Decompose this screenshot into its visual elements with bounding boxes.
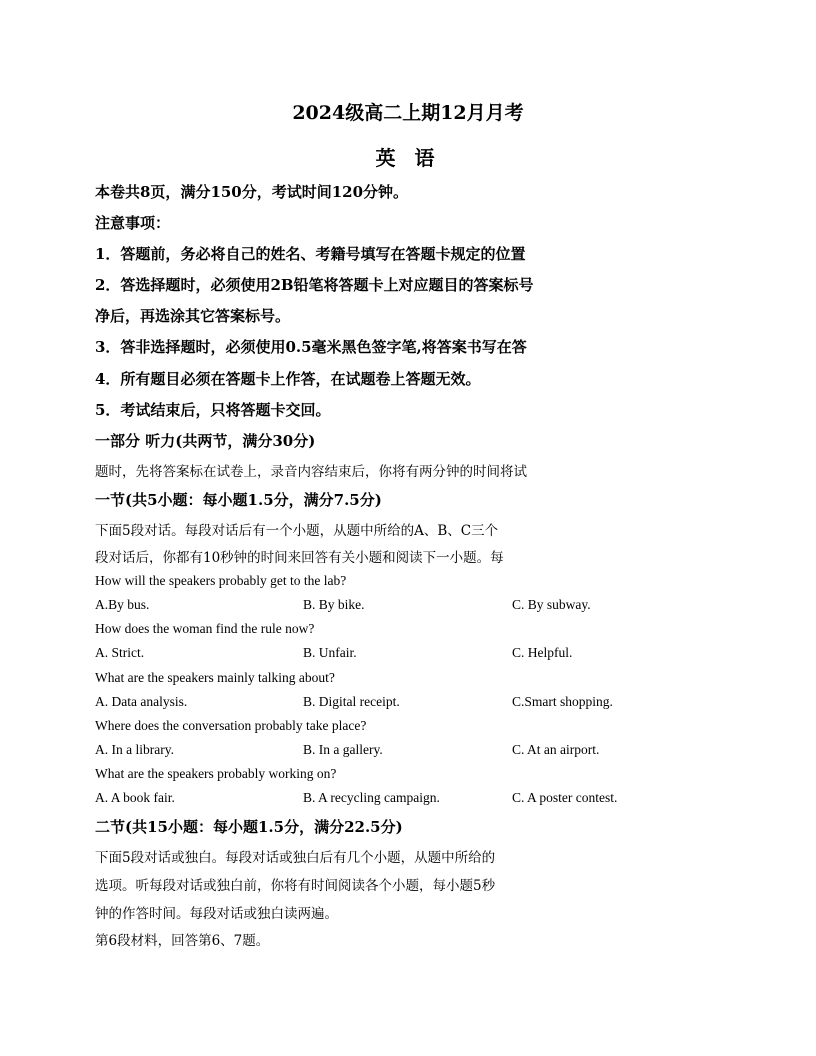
section2-instruction: 选项。听每段对话或独白前，你将有时间阅读各个小题，每小题5秒 — [95, 878, 496, 894]
question-text: What are the speakers probably working on? — [95, 766, 337, 781]
option-c: C.Smart shopping. — [512, 694, 613, 709]
option-b: B. A recycling campaign. — [303, 790, 440, 805]
section2-instruction: 钟的作答时间。每段对话或独白读两遍。 — [95, 906, 338, 922]
section1-instruction: 下面5段对话。每段对话后有一个小题，从题中所给的A、B、C三个 — [95, 523, 499, 539]
notice-item: 4．所有题目必须在答题卡上作答，在试题卷上答题无效。 — [95, 370, 481, 388]
option-a: A.By bus. — [95, 597, 150, 612]
subject-title: 英 语 — [375, 146, 441, 170]
part1-note: 题时，先将答案标在试卷上，录音内容结束后，你将有两分钟的时间将试 — [95, 464, 527, 480]
option-c: C. Helpful. — [512, 645, 573, 660]
section2-instruction: 下面5段对话或独白。每段对话或独白后有几个小题，从题中所给的 — [95, 850, 496, 866]
part1-heading: 一部分 听力(共两节，满分30分) — [95, 432, 316, 450]
option-a: A. Data analysis. — [95, 694, 188, 709]
question-text: How does the woman find the rule now? — [95, 621, 315, 636]
question-text: Where does the conversation probably take place? — [95, 718, 367, 733]
notice-item: 1．答题前，务必将自己的姓名、考籍号填写在答题卡规定的位置 — [95, 245, 526, 263]
notice-item: 5．考试结束后，只将答题卡交回。 — [95, 401, 331, 419]
notice-item: 2．答选择题时，必须使用2B铅笔将答题卡上对应题目的答案标号 — [95, 276, 534, 294]
section2-heading: 二节(共15小题：每小题1.5分，满分22.5分) — [95, 818, 403, 836]
option-a: A. A book fair. — [95, 790, 175, 805]
notice-item: 3．答非选择题时，必须使用0.5毫米黑色签字笔,将答案书写在答 — [95, 338, 527, 356]
intro-text: 本卷共8页，满分150分，考试时间120分钟。 — [95, 183, 409, 201]
exam-title: 2024级高二上期12月月考 — [292, 102, 524, 124]
material-6-label: 第6段材料，回答第6、7题。 — [95, 933, 270, 949]
question-text: How will the speakers probably get to the lab? — [95, 573, 347, 588]
option-b: B. Digital receipt. — [303, 694, 400, 709]
option-a: A. In a library. — [95, 742, 174, 757]
notice-heading: 注意事项： — [95, 214, 171, 232]
option-c: C. By subway. — [512, 597, 591, 612]
section1-instruction: 段对话后，你都有10秒钟的时间来回答有关小题和阅读下一小题。每 — [95, 550, 504, 566]
option-a: A. Strict. — [95, 645, 145, 660]
option-b: B. By bike. — [303, 597, 365, 612]
question-text: What are the speakers mainly talking about? — [95, 670, 335, 685]
option-c: C. At an airport. — [512, 742, 600, 757]
option-b: B. In a gallery. — [303, 742, 383, 757]
section1-heading: 一节(共5小题：每小题1.5分，满分7.5分) — [95, 491, 382, 509]
notice-item: 净后，再选涂其它答案标号。 — [95, 307, 291, 325]
option-b: B. Unfair. — [303, 645, 357, 660]
option-c: C. A poster contest. — [512, 790, 618, 805]
